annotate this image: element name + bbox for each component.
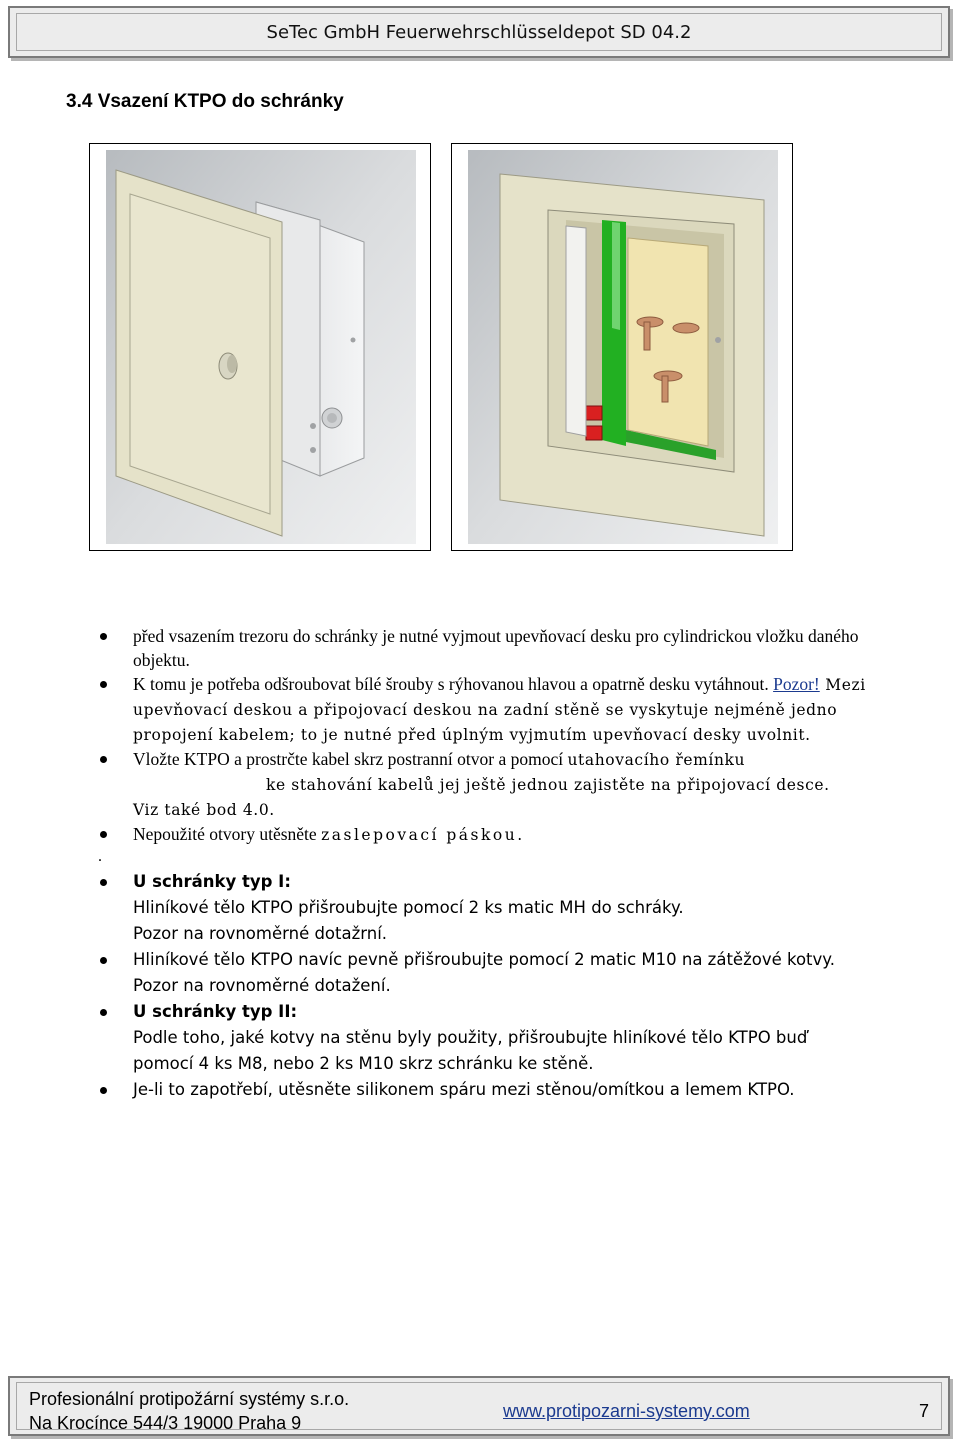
item-text: Pozor na rovnoměrné dotažení. [133, 976, 391, 995]
bullet-dot [100, 1009, 107, 1016]
list-item [0, 672, 893, 747]
item-text: Viz také bod 4.0. [133, 801, 275, 819]
item-text: před vsazením trezoru do schránky je nutné vyjmout upevňovací desku pro cylindrickou vložku daného objektu. [133, 626, 859, 670]
item-text: Je-li to zapotřebí, utěsněte silikonem spáru mezi stěnou/omítkou a lemem KTPO. [133, 1080, 795, 1099]
list-item [0, 747, 933, 822]
bullet-dot [100, 633, 107, 640]
bullet-dot [100, 756, 107, 763]
bullet-dot [100, 1087, 107, 1094]
figure-open-safe [451, 143, 793, 551]
footer-company: Profesionální protipožární systémy s.r.o. [29, 1389, 350, 1409]
item-text: zaslepovací páskou. [321, 826, 525, 844]
stray-dot: . [98, 848, 102, 865]
item-text: utahovacího řemínku [567, 751, 746, 769]
instruction-list [0, 624, 960, 1103]
page-number: 7 [918, 1401, 929, 1421]
footer-website-link[interactable]: www.protipozarni-systemy.com [503, 1401, 750, 1421]
header-title: SeTec GmbH Feuerwehrschlüsseldepot SD 04.2 [16, 13, 942, 51]
item-text: Mezi upevňovací deskou a připojovací deskou na zadní stěně se vyskytuje nejméně jedno propojení kabelem; to je nutné před úplným vyjmutím upevňovací desky uvolnit. [133, 676, 866, 744]
item-heading: U schránky typ I: [133, 872, 291, 891]
bullet-dot [100, 879, 107, 886]
closed-safe-illustration [106, 150, 416, 544]
item-text: pomocí 4 ks M8, nebo 2 ks M10 skrz schránku ke stěně. [133, 1054, 594, 1073]
open-safe-illustration [468, 150, 778, 544]
item-heading: U schránky typ II: [133, 1002, 298, 1021]
list-item [0, 624, 893, 672]
page-footer [8, 1376, 950, 1436]
item-text: K tomu je potřeba odšroubovat bílé šrouby s rýhovanou hlavou a opatrně desku vytáhnout. [133, 674, 774, 694]
pozor-link[interactable]: Pozor! [773, 674, 820, 694]
bullet-dot [100, 957, 107, 964]
bullet-dot [100, 831, 107, 838]
item-text: Hliníkové tělo KTPO navíc pevně přišroubujte pomocí 2 matic M10 na zátěžové kotvy. [133, 950, 835, 969]
list-item [0, 847, 893, 869]
item-text: Hliníkové tělo KTPO přišroubujte pomocí 2 ks matic MH do schráky. [133, 898, 684, 917]
list-item [0, 869, 913, 947]
footer-inner [16, 1382, 942, 1433]
list-item [0, 822, 893, 847]
item-text: Pozor na rovnoměrné dotažrní. [133, 924, 388, 943]
item-text: Podle toho, jaké kotvy na stěnu byly použity, přišroubujte hliníkové tělo KTPO buď [133, 1028, 808, 1047]
item-text: ke stahování kabelů jej ještě jednou zajistěte na připojovací desce. [266, 776, 830, 794]
item-text: Vložte KTPO a prostrčte kabel skrz postranní otvor a pomocí [133, 749, 568, 769]
bullet-dot [100, 681, 107, 688]
list-item [0, 1077, 933, 1103]
list-item [0, 947, 933, 999]
section-title: 3.4 Vsazení KTPO do schránky [66, 91, 344, 112]
list-item [0, 999, 933, 1077]
figure-closed-safe [89, 143, 431, 551]
footer-address: Na Krocínce 544/3 19000 Praha 9 [29, 1413, 302, 1433]
item-text: Nepoužité otvory utěsněte [133, 824, 322, 844]
page-header [8, 6, 950, 58]
